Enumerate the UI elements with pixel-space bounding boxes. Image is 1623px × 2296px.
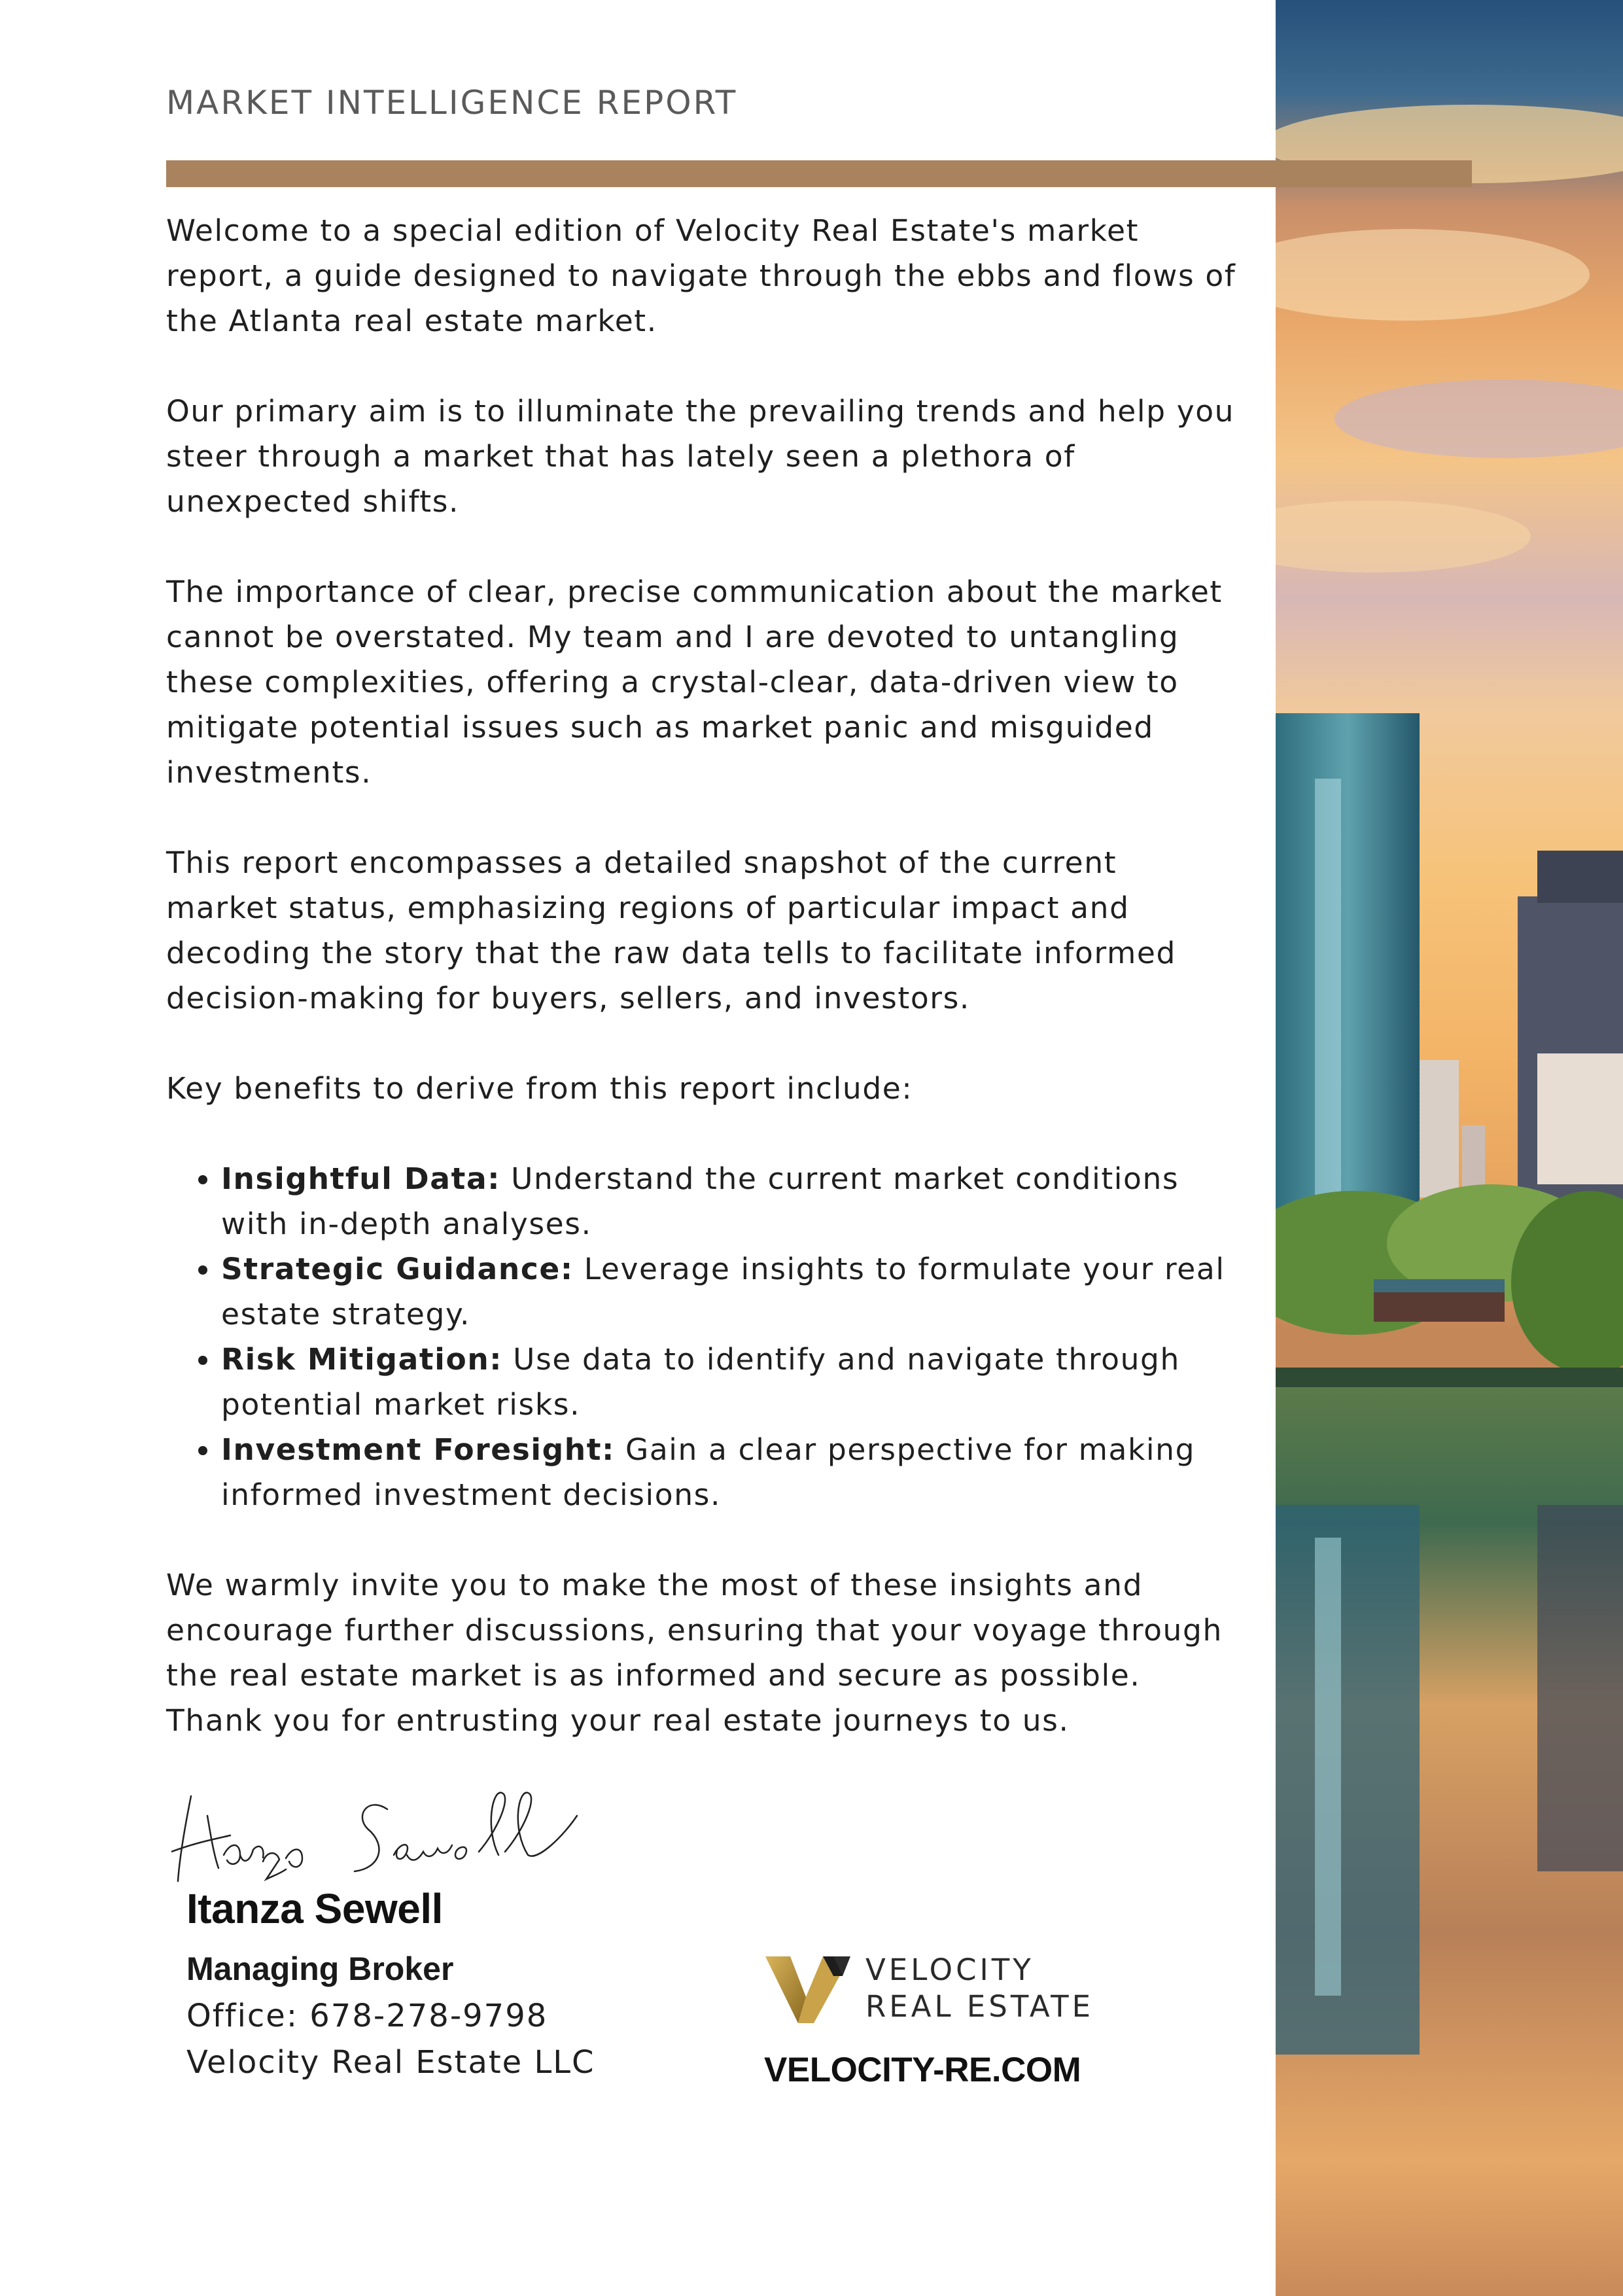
benefits-list (166, 1156, 1239, 1517)
list-item (221, 1246, 1239, 1337)
benefit-text: Leverage insights to formulate your real estate strategy. (221, 1252, 1225, 1332)
benefit-title: Risk Mitigation: (221, 1342, 503, 1377)
communication-paragraph: The importance of clear, precise communication about the market cannot be overstated. My team and I are devoted to untangling these complexities, offering a crystal-clear, data-driven view to mitigate potential issues such as market panic and misguided investments. (166, 574, 1223, 790)
benefits-intro: Key benefits to derive from this report include: (166, 1071, 913, 1106)
office-phone: Office: 678-278-9798 (186, 1998, 548, 2034)
letter-body (166, 208, 1239, 1788)
handwritten-signature (171, 1790, 629, 1888)
signer-name: Itanza Sewell (186, 1885, 443, 1932)
benefit-title: Strategic Guidance: (221, 1252, 574, 1286)
benefit-text: Use data to identify and navigate through potential market risks. (221, 1342, 1180, 1422)
benefit-text: Understand the current market conditions with in-depth analyses. (221, 1161, 1179, 1241)
benefit-text: Gain a clear perspective for making informed investment decisions. (221, 1432, 1196, 1512)
snapshot-paragraph: This report encompasses a detailed snapshot of the current market status, emphasizing regions of particular impact and decoding the story that the raw data tells to facilitate informed decision-making for buyers, sellers, and investors. (166, 845, 1176, 1016)
benefit-title: Investment Foresight: (221, 1432, 615, 1467)
report-title: MARKET INTELLIGENCE REPORT (166, 84, 738, 122)
list-item (221, 1156, 1239, 1246)
list-item (221, 1427, 1239, 1517)
closing-paragraph: We warmly invite you to make the most of these insights and encourage further discussions, ensuring that your voyage through the real estate market is as informed and secure as possible. Thank you for entrusting your real estate journeys to us. (166, 1568, 1223, 1738)
title-divider (166, 160, 1472, 187)
company-name: Velocity Real Estate LLC (186, 2044, 595, 2081)
skyline-illustration (1276, 0, 1623, 2296)
website-link[interactable]: VELOCITY-RE.COM (764, 2051, 1081, 2089)
benefit-title: Insightful Data: (221, 1161, 501, 1196)
intro-paragraph: Welcome to a special edition of Velocity Real Estate's market report, a guide designed to navigate through the ebbs and flows of the Atlanta real estate market. (166, 213, 1236, 338)
logo-line-2: REAL ESTATE (865, 1989, 1094, 2024)
list-item (221, 1337, 1239, 1427)
signer-role: Managing Broker (186, 1951, 454, 1987)
skyline-photo (1276, 0, 1623, 2296)
velocity-logo-icon (765, 1950, 850, 2025)
aim-paragraph: Our primary aim is to illuminate the prevailing trends and help you steer through a market that has lately seen a plethora of unexpected shifts. (166, 394, 1235, 519)
logo-line-1: VELOCITY (865, 1952, 1034, 1987)
